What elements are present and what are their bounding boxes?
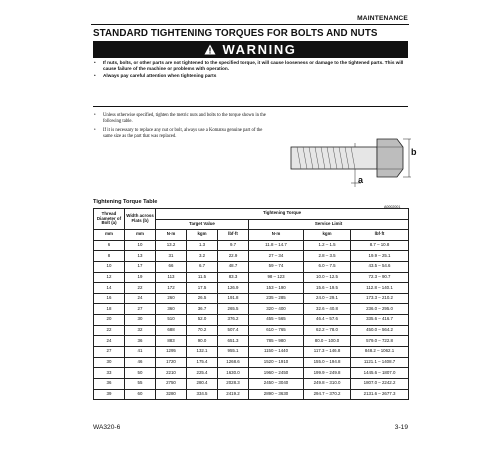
table-cell: 1121.1 – 1408.7: [351, 357, 409, 368]
table-cell: 22: [125, 283, 156, 294]
table-row: [94, 272, 409, 283]
tightening-torque-table: [93, 208, 409, 400]
table-cell: 60: [125, 389, 156, 400]
table-cell: 11.5: [187, 272, 218, 283]
table-cell: 507.4: [218, 325, 249, 336]
warning-label: WARNING: [222, 42, 297, 57]
table-cell: 9.7: [218, 240, 249, 251]
table-cell: 450.0 – 564.2: [351, 325, 409, 336]
table-cell: 3.2: [187, 251, 218, 262]
figure-id: A0002001: [384, 205, 401, 209]
table-cell: 22: [94, 325, 125, 336]
table-cell: 260: [156, 293, 187, 304]
table-cell: 26.5: [187, 293, 218, 304]
table-cell: 16: [94, 293, 125, 304]
table-cell: 10: [94, 261, 125, 272]
table-cell: 31: [156, 251, 187, 262]
table-cell: 24.0 – 29.1: [304, 293, 351, 304]
table-cell: 173.3 – 210.2: [351, 293, 409, 304]
table-cell: 172: [156, 283, 187, 294]
table-cell: 10: [125, 240, 156, 251]
table-row: [94, 315, 409, 326]
table-cell: 360: [156, 304, 187, 315]
table-cell: 1807.0 – 2242.2: [351, 378, 409, 389]
table-cell: 41: [125, 347, 156, 358]
table-cell: 155.0 – 194.8: [304, 357, 351, 368]
table-cell: 610 – 765: [249, 325, 304, 336]
table-cell: 1.3: [187, 240, 218, 251]
table-cell: 1960 – 2450: [249, 368, 304, 379]
table-cell: 2750: [156, 378, 187, 389]
table-cell: 8: [94, 251, 125, 262]
table-cell: 27: [125, 304, 156, 315]
table-cell: 191.8: [218, 293, 249, 304]
table-cell: 785 – 980: [249, 336, 304, 347]
table-row: [94, 378, 409, 389]
table-cell: 70.2: [187, 325, 218, 336]
footer-page-number: 3-19: [394, 424, 408, 431]
table-cell: 43.5 – 54.6: [351, 261, 409, 272]
table-cell: 30: [94, 357, 125, 368]
table-cell: 13: [125, 251, 156, 262]
table-cell: 334.5: [187, 389, 218, 400]
table-cell: 46.4 – 57.6: [304, 315, 351, 326]
table-cell: 848.2 – 1062.1: [351, 347, 409, 358]
warning-triangle-icon: [204, 44, 216, 55]
table-cell: 280.4: [187, 378, 218, 389]
table-row: [94, 368, 409, 379]
table-cell: 883: [156, 336, 187, 347]
table-cell: 27: [94, 347, 125, 358]
table-cell: 33: [94, 368, 125, 379]
table-row: [94, 389, 409, 400]
table-cell: 376.2: [218, 315, 249, 326]
unit-cell: lbf·ft: [218, 230, 249, 241]
table-cell: 6.0 – 7.5: [304, 261, 351, 272]
table-cell: 17.5: [187, 283, 218, 294]
table-cell: 50: [125, 368, 156, 379]
table-cell: 2.8 – 3.5: [304, 251, 351, 262]
table-cell: 6: [94, 240, 125, 251]
unit-cell: lbf·ft: [351, 230, 409, 241]
table-cell: 2210: [156, 368, 187, 379]
table-cell: 294.7 – 370.2: [304, 389, 351, 400]
table-cell: 98 – 123: [249, 272, 304, 283]
table-cell: 2131.6 – 2677.3: [351, 389, 409, 400]
table-cell: 117.3 – 146.8: [304, 347, 351, 358]
table-cell: 1295: [156, 347, 187, 358]
table-title: Tightening Torque Table: [93, 199, 158, 205]
table-row: [94, 261, 409, 272]
table-cell: 510: [156, 315, 187, 326]
table-cell: 90.0: [187, 336, 218, 347]
col-tightening-torque: Tightening Torque: [156, 209, 409, 220]
table-cell: 688: [156, 325, 187, 336]
unit-cell: mm: [125, 230, 156, 241]
unit-cell: kgm: [304, 230, 351, 241]
table-cell: 249.8 – 310.0: [304, 378, 351, 389]
table-cell: 19: [125, 272, 156, 283]
table-cell: 455 – 565: [249, 315, 304, 326]
table-row: [94, 304, 409, 315]
table-cell: 39: [94, 389, 125, 400]
table-body: [94, 240, 409, 400]
table-cell: 1.2 – 1.5: [304, 240, 351, 251]
table-cell: 225.4: [187, 368, 218, 379]
unit-row: [94, 230, 409, 241]
unit-cell: kgm: [187, 230, 218, 241]
table-cell: 36: [94, 378, 125, 389]
col-width-across-flats: Width across Flats (b): [125, 209, 156, 230]
table-cell: 113: [156, 272, 187, 283]
note-list: [93, 113, 271, 142]
table-cell: 15.6 – 19.5: [304, 283, 351, 294]
warning-list: [93, 60, 408, 80]
table-cell: 6.7: [187, 261, 218, 272]
table-cell: 651.3: [218, 336, 249, 347]
footer-model: WA320-6: [93, 424, 121, 431]
header-rule: [91, 24, 409, 25]
table-cell: 12: [94, 272, 125, 283]
page-title: STANDARD TIGHTENING TORQUES FOR BOLTS AND NUTS: [93, 28, 378, 39]
table-cell: 236.0 – 295.0: [351, 304, 409, 315]
unit-cell: mm: [94, 230, 125, 241]
col-service-limit: Service Limit: [249, 219, 409, 230]
table-cell: 175.4: [187, 357, 218, 368]
table-cell: 153 – 190: [249, 283, 304, 294]
table-cell: 22.9: [218, 251, 249, 262]
note-item: • If it is necessary to replace any nut or bolt, always use a Komatsu genuine part of the same size as the part that was replaced.: [93, 128, 271, 141]
section-header: MAINTENANCE: [357, 15, 408, 22]
unit-cell: N·m: [156, 230, 187, 241]
table-cell: 126.9: [218, 283, 249, 294]
table-cell: 17: [125, 261, 156, 272]
table-row: [94, 251, 409, 262]
table-cell: 1630.0: [218, 368, 249, 379]
table-cell: 62.2 – 78.0: [304, 325, 351, 336]
table-cell: 2450 – 3040: [249, 378, 304, 389]
table-cell: 80.0 – 100.0: [304, 336, 351, 347]
table-cell: 32.6 – 40.8: [304, 304, 351, 315]
table-cell: 235 – 285: [249, 293, 304, 304]
table-cell: 30: [125, 315, 156, 326]
table-cell: 36: [125, 336, 156, 347]
table-cell: 46: [125, 357, 156, 368]
table-cell: 36.7: [187, 304, 218, 315]
table-cell: 52.0: [187, 315, 218, 326]
dimension-a-label: a: [358, 175, 364, 185]
table-cell: 18: [94, 304, 125, 315]
bolt-dimension-diagram-icon: [285, 133, 413, 203]
table-cell: 1268.6: [218, 357, 249, 368]
table-cell: 66: [156, 261, 187, 272]
table-cell: 20: [94, 315, 125, 326]
table-cell: 579.0 – 722.8: [351, 336, 409, 347]
warning-banner: [93, 41, 408, 58]
table-cell: 59 – 74: [249, 261, 304, 272]
table-cell: 10.0 – 12.5: [304, 272, 351, 283]
table-cell: 1520 – 1910: [249, 357, 304, 368]
table-row: [94, 293, 409, 304]
unit-cell: N·m: [249, 230, 304, 241]
warning-item: • If nuts, bolts, or other parts are not tightened to the specified torque, it will cause looseness or damage to the tightened parts. This will cause failure of the machine or problems with operation.: [93, 60, 408, 72]
table-cell: 8.7 – 10.8: [351, 240, 409, 251]
table-cell: 199.9 – 249.8: [304, 368, 351, 379]
col-target-value: Target Value: [156, 219, 249, 230]
table-cell: 11.8 – 14.7: [249, 240, 304, 251]
table-cell: 27 – 34: [249, 251, 304, 262]
table-cell: 13.2: [156, 240, 187, 251]
table-cell: 19.9 – 25.1: [351, 251, 409, 262]
table-row: [94, 357, 409, 368]
table-cell: 132.1: [187, 347, 218, 358]
table-cell: 2028.3: [218, 378, 249, 389]
table-cell: 955.1: [218, 347, 249, 358]
note-item: • Unless otherwise specified, tighten the metric nuts and bolts to the torque shown in the following table.: [93, 113, 271, 126]
table-cell: 14: [94, 283, 125, 294]
table-row: [94, 325, 409, 336]
table-cell: 72.3 – 90.7: [351, 272, 409, 283]
table-cell: 1720: [156, 357, 187, 368]
col-thread-diameter: Thread Diameter of Bolt (a): [94, 209, 125, 230]
table-cell: 265.5: [218, 304, 249, 315]
warning-rule: [93, 106, 408, 107]
table-cell: 32: [125, 325, 156, 336]
table-cell: 112.8 – 140.1: [351, 283, 409, 294]
table-row: [94, 347, 409, 358]
table-cell: 1150 – 1440: [249, 347, 304, 358]
table-row: [94, 283, 409, 294]
table-cell: 55: [125, 378, 156, 389]
table-cell: 83.3: [218, 272, 249, 283]
table-row: [94, 240, 409, 251]
table-cell: 335.6 – 416.7: [351, 315, 409, 326]
table-cell: 2419.2: [218, 389, 249, 400]
table-cell: 1445.6 – 1807.0: [351, 368, 409, 379]
table-cell: 3280: [156, 389, 187, 400]
table-cell: 24: [94, 336, 125, 347]
table-row: [94, 336, 409, 347]
table-cell: 320 – 400: [249, 304, 304, 315]
table-cell: 48.7: [218, 261, 249, 272]
table-cell: 24: [125, 293, 156, 304]
warning-item: • Always pay careful attention when tightening parts: [93, 73, 408, 79]
dimension-b-label: b: [411, 147, 417, 157]
table-cell: 2890 – 3630: [249, 389, 304, 400]
